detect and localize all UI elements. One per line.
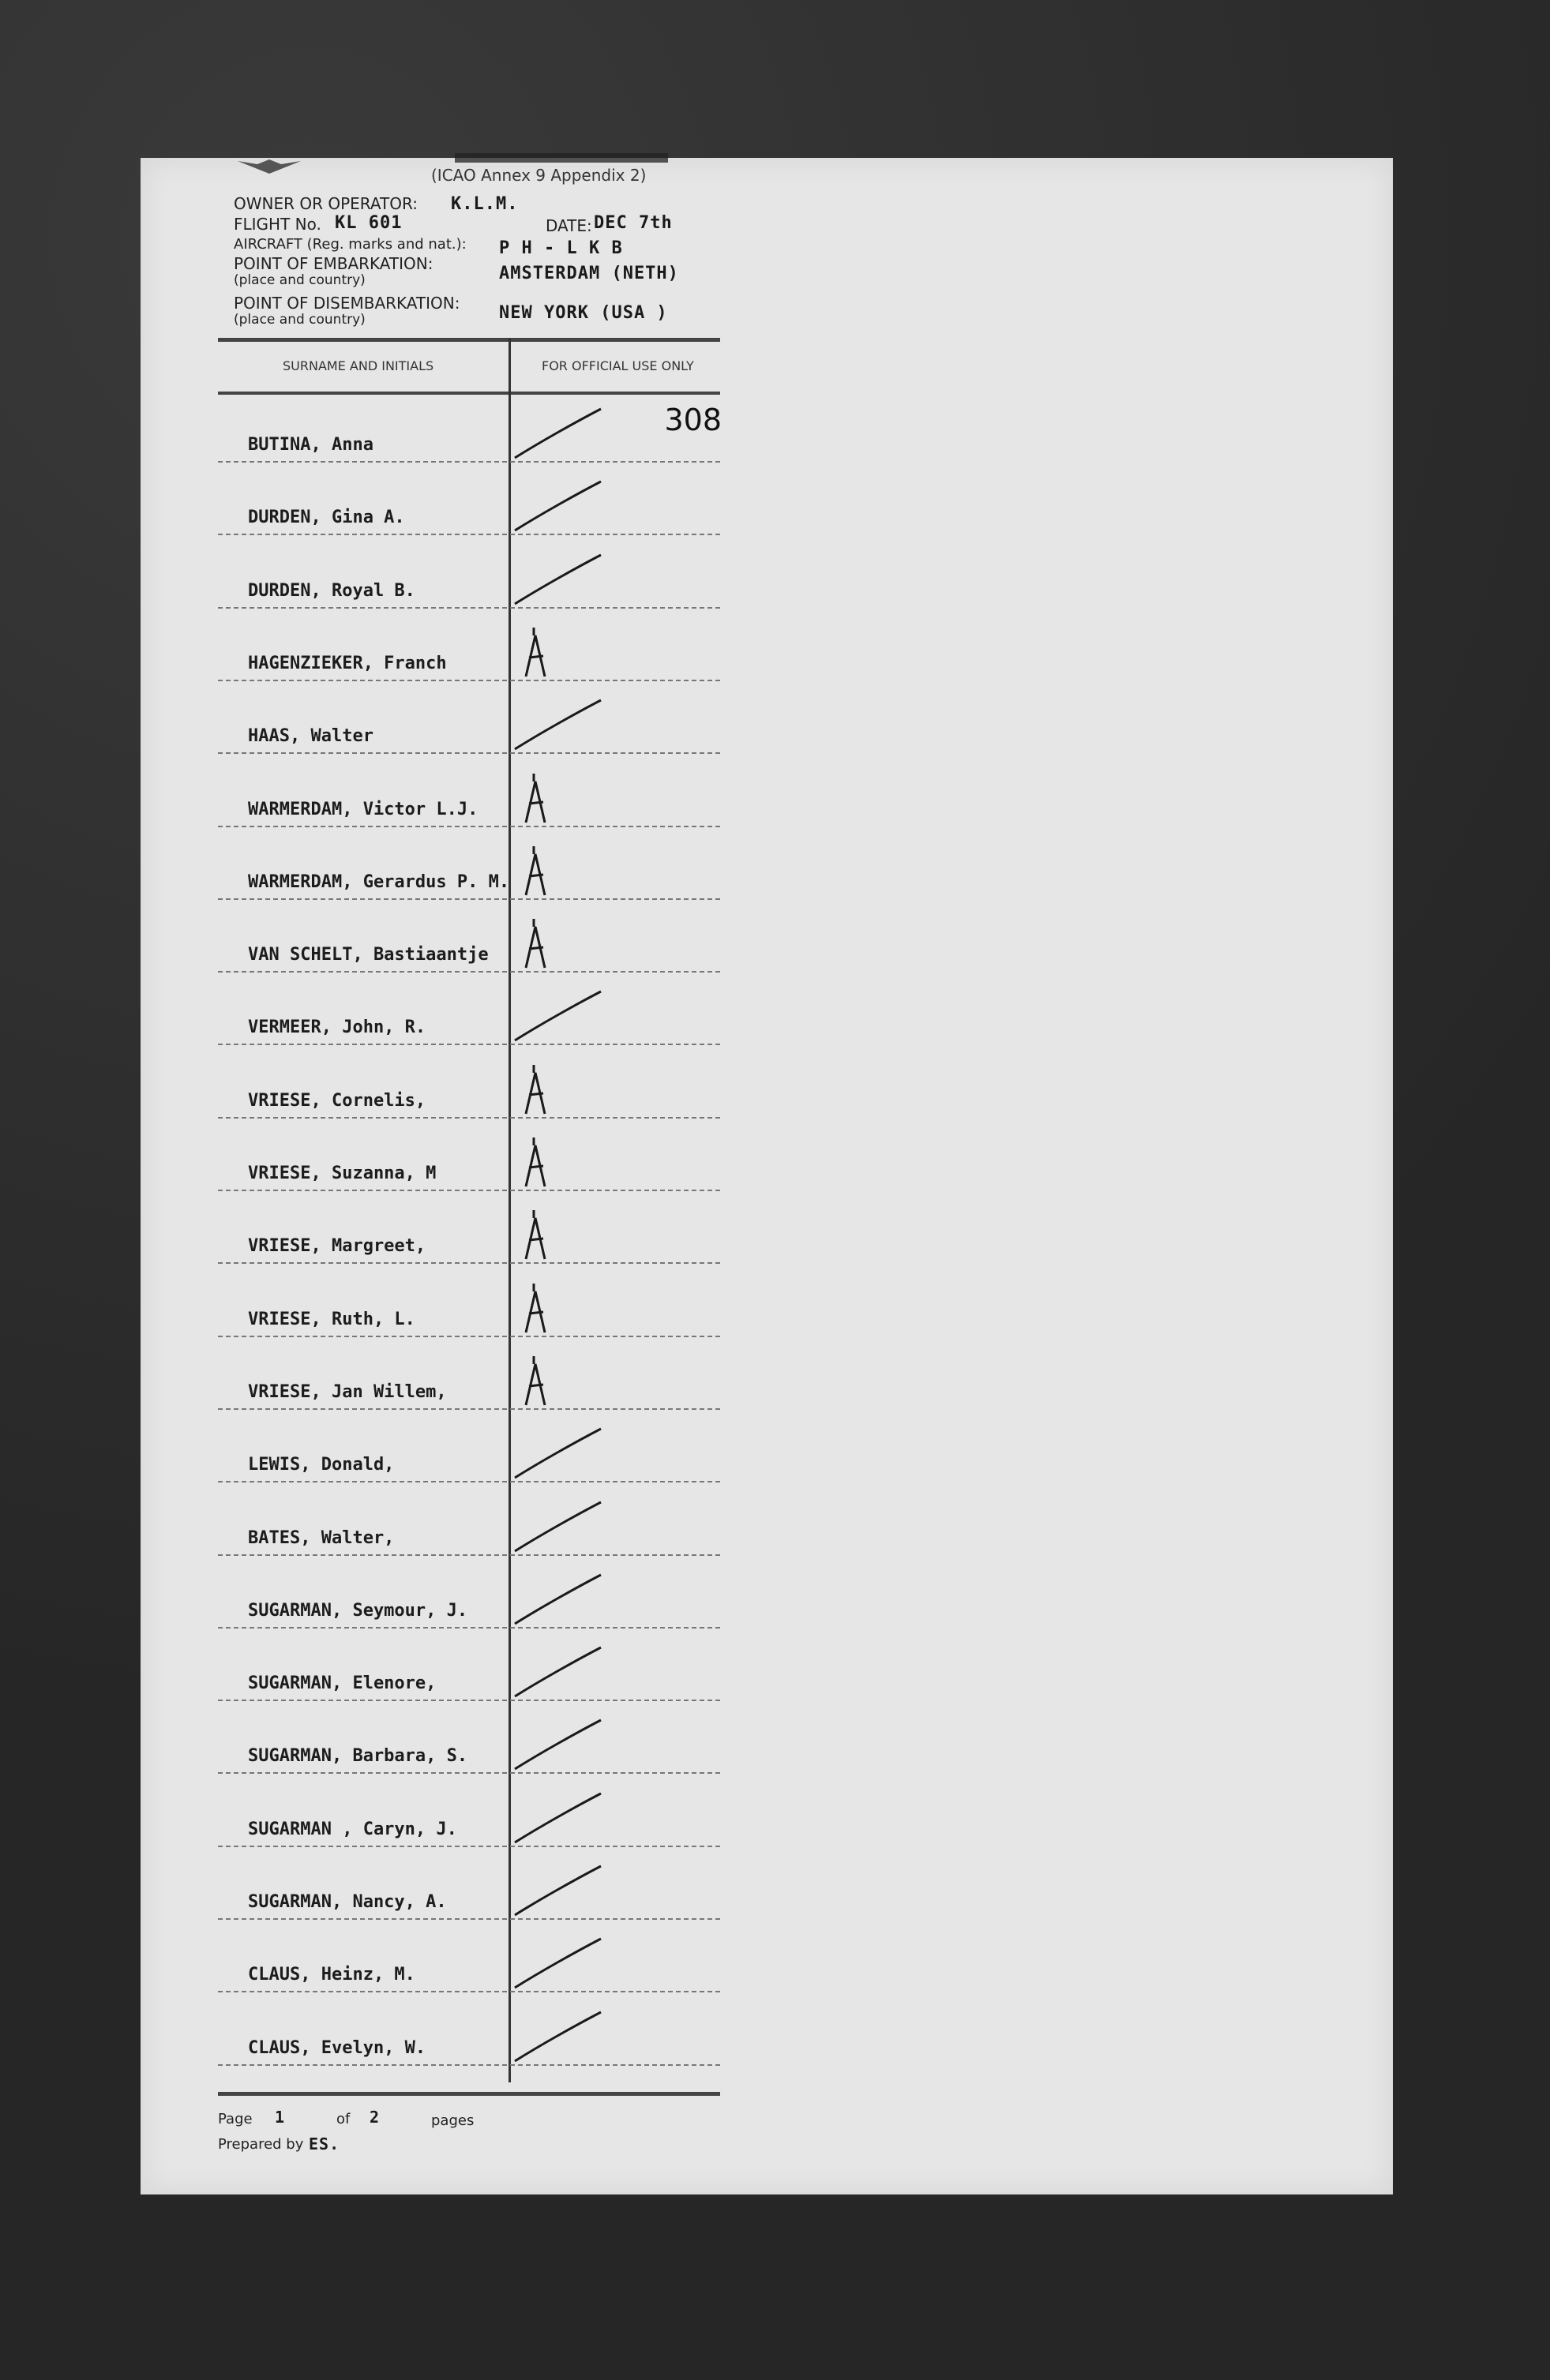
passenger-name: VRIESE, Ruth, L. <box>248 1310 415 1329</box>
check-mark-icon <box>510 1496 605 1559</box>
passenger-name: VAN SCHELT, Bastiaantje <box>248 945 489 965</box>
row-dashed-rule <box>218 1554 720 1556</box>
row-dashed-rule <box>218 826 720 827</box>
passenger-row <box>218 1351 720 1424</box>
check-mark-icon <box>510 2006 605 2069</box>
passenger-row <box>218 695 720 768</box>
of-label: of <box>336 2111 351 2127</box>
row-dashed-rule <box>218 898 720 900</box>
row-dashed-rule <box>218 2064 720 2066</box>
row-dashed-rule <box>218 1262 720 1264</box>
check-mark-icon <box>510 985 605 1048</box>
row-dashed-rule <box>218 971 720 973</box>
passenger-name: VRIESE, Suzanna, M <box>248 1164 437 1183</box>
passenger-row <box>218 2007 720 2080</box>
check-mark-icon <box>510 475 605 538</box>
passenger-name: WARMERDAM, Gerardus P. M. <box>248 872 510 892</box>
check-mark-icon <box>510 1860 605 1923</box>
passenger-row <box>218 1205 720 1278</box>
passenger-name: VRIESE, Margreet, <box>248 1236 426 1256</box>
flight-label: FLIGHT No. <box>234 215 321 234</box>
passenger-row <box>218 1060 720 1133</box>
passenger-name: VERMEER, John, R. <box>248 1018 426 1037</box>
passenger-row <box>218 1570 720 1643</box>
prepared-value: ES. <box>309 2135 340 2153</box>
passenger-name: HAGENZIEKER, Franch <box>248 654 447 673</box>
row-dashed-rule <box>218 534 720 535</box>
passenger-row <box>218 477 720 549</box>
passenger-row <box>218 550 720 623</box>
column-head-rule <box>218 392 720 395</box>
passenger-name: HAAS, Walter <box>248 726 373 746</box>
handwritten-a-mark-icon <box>510 1350 605 1413</box>
manifest-sheet <box>141 158 1393 2194</box>
passenger-row <box>218 1497 720 1570</box>
date-label: DATE: <box>546 216 592 235</box>
klm-logo-icon <box>234 158 305 178</box>
row-dashed-rule <box>218 1700 720 1701</box>
passenger-row <box>218 1715 720 1788</box>
row-dashed-rule <box>218 461 720 463</box>
embark-sub: (place and country) <box>234 272 366 288</box>
row-dashed-rule <box>218 1991 720 1992</box>
handwritten-a-mark-icon <box>510 621 605 684</box>
passenger-name: WARMERDAM, Victor L.J. <box>248 800 479 819</box>
row-dashed-rule <box>218 752 720 754</box>
check-mark-icon <box>510 403 605 466</box>
passenger-name: SUGARMAN , Caryn, J. <box>248 1820 457 1839</box>
handwritten-a-mark-icon <box>510 913 605 976</box>
passenger-row <box>218 769 720 841</box>
passenger-row <box>218 1789 720 1861</box>
official-column-heading: FOR OFFICIAL USE ONLY <box>542 358 694 373</box>
surname-column-heading: SURNAME AND INITIALS <box>283 358 434 373</box>
official-number: 308 <box>664 403 722 437</box>
passenger-row <box>218 1934 720 2007</box>
row-dashed-rule <box>218 680 720 681</box>
handwritten-a-mark-icon <box>510 1059 605 1122</box>
row-dashed-rule <box>218 607 720 609</box>
row-dashed-rule <box>218 1627 720 1629</box>
row-dashed-rule <box>218 1408 720 1410</box>
passenger-row <box>218 404 720 477</box>
passenger-name: DURDEN, Royal B. <box>248 581 415 601</box>
passenger-name: DURDEN, Gina A. <box>248 508 405 527</box>
passenger-row <box>218 914 720 987</box>
prepared-label: Prepared by <box>218 2136 304 2153</box>
check-mark-icon <box>510 694 605 757</box>
aircraft-value: P H - L K B <box>499 238 623 258</box>
passenger-row <box>218 623 720 695</box>
aircraft-label: AIRCRAFT (Reg. marks and nat.): <box>234 236 467 253</box>
embark-label: POINT OF EMBARKATION: <box>234 254 433 273</box>
passenger-name: SUGARMAN, Seymour, J. <box>248 1601 468 1621</box>
row-dashed-rule <box>218 1918 720 1920</box>
header-rule <box>218 338 720 342</box>
passenger-name: VRIESE, Jan Willem, <box>248 1382 447 1402</box>
passenger-row <box>218 1133 720 1205</box>
check-mark-icon <box>510 1932 605 1996</box>
manifest-form <box>218 158 731 2194</box>
row-dashed-rule <box>218 1117 720 1119</box>
passenger-name: SUGARMAN, Elenore, <box>248 1673 437 1693</box>
passenger-name: CLAUS, Heinz, M. <box>248 1965 415 1985</box>
handwritten-a-mark-icon <box>510 1131 605 1194</box>
passenger-row <box>218 1643 720 1715</box>
page-label: Page <box>218 2111 253 2127</box>
check-mark-icon <box>510 1422 605 1486</box>
disembark-value: NEW YORK (USA ) <box>499 303 668 323</box>
passenger-name: VRIESE, Cornelis, <box>248 1091 426 1111</box>
passenger-name: CLAUS, Evelyn, W. <box>248 2038 426 2058</box>
check-mark-icon <box>510 1714 605 1777</box>
check-mark-icon <box>510 1787 605 1850</box>
passenger-row <box>218 987 720 1059</box>
passenger-row <box>218 841 720 914</box>
pages-label: pages <box>431 2112 475 2129</box>
embark-value: AMSTERDAM (NETH) <box>499 264 679 283</box>
date-value: DEC 7th <box>594 213 673 233</box>
row-dashed-rule <box>218 1336 720 1337</box>
check-mark-icon <box>510 549 605 612</box>
owner-value: K.L.M. <box>451 194 519 214</box>
row-dashed-rule <box>218 1481 720 1482</box>
cut-off-title <box>455 153 668 163</box>
handwritten-a-mark-icon <box>510 767 605 830</box>
passenger-name: BATES, Walter, <box>248 1528 395 1548</box>
passenger-name: LEWIS, Donald, <box>248 1455 395 1475</box>
disembark-label: POINT OF DISEMBARKATION: <box>234 294 460 313</box>
passenger-row <box>218 1424 720 1497</box>
handwritten-a-mark-icon <box>510 1204 605 1267</box>
passenger-row <box>218 1279 720 1351</box>
icao-note: (ICAO Annex 9 Appendix 2) <box>431 166 647 185</box>
row-dashed-rule <box>218 1846 720 1847</box>
footer-rule <box>218 2092 720 2096</box>
page-number: 1 <box>275 2108 286 2127</box>
disembark-sub: (place and country) <box>234 312 366 328</box>
passenger-name: SUGARMAN, Nancy, A. <box>248 1892 447 1912</box>
check-mark-icon <box>510 1569 605 1632</box>
passenger-row <box>218 1861 720 1934</box>
check-mark-icon <box>510 1641 605 1704</box>
handwritten-a-mark-icon <box>510 840 605 903</box>
passenger-name: BUTINA, Anna <box>248 435 373 455</box>
row-dashed-rule <box>218 1044 720 1045</box>
owner-label: OWNER OR OPERATOR: <box>234 194 418 213</box>
flight-value: KL 601 <box>335 213 403 233</box>
row-dashed-rule <box>218 1772 720 1774</box>
row-dashed-rule <box>218 1190 720 1191</box>
handwritten-a-mark-icon <box>510 1277 605 1340</box>
page-total: 2 <box>370 2108 381 2127</box>
passenger-name: SUGARMAN, Barbara, S. <box>248 1746 468 1766</box>
